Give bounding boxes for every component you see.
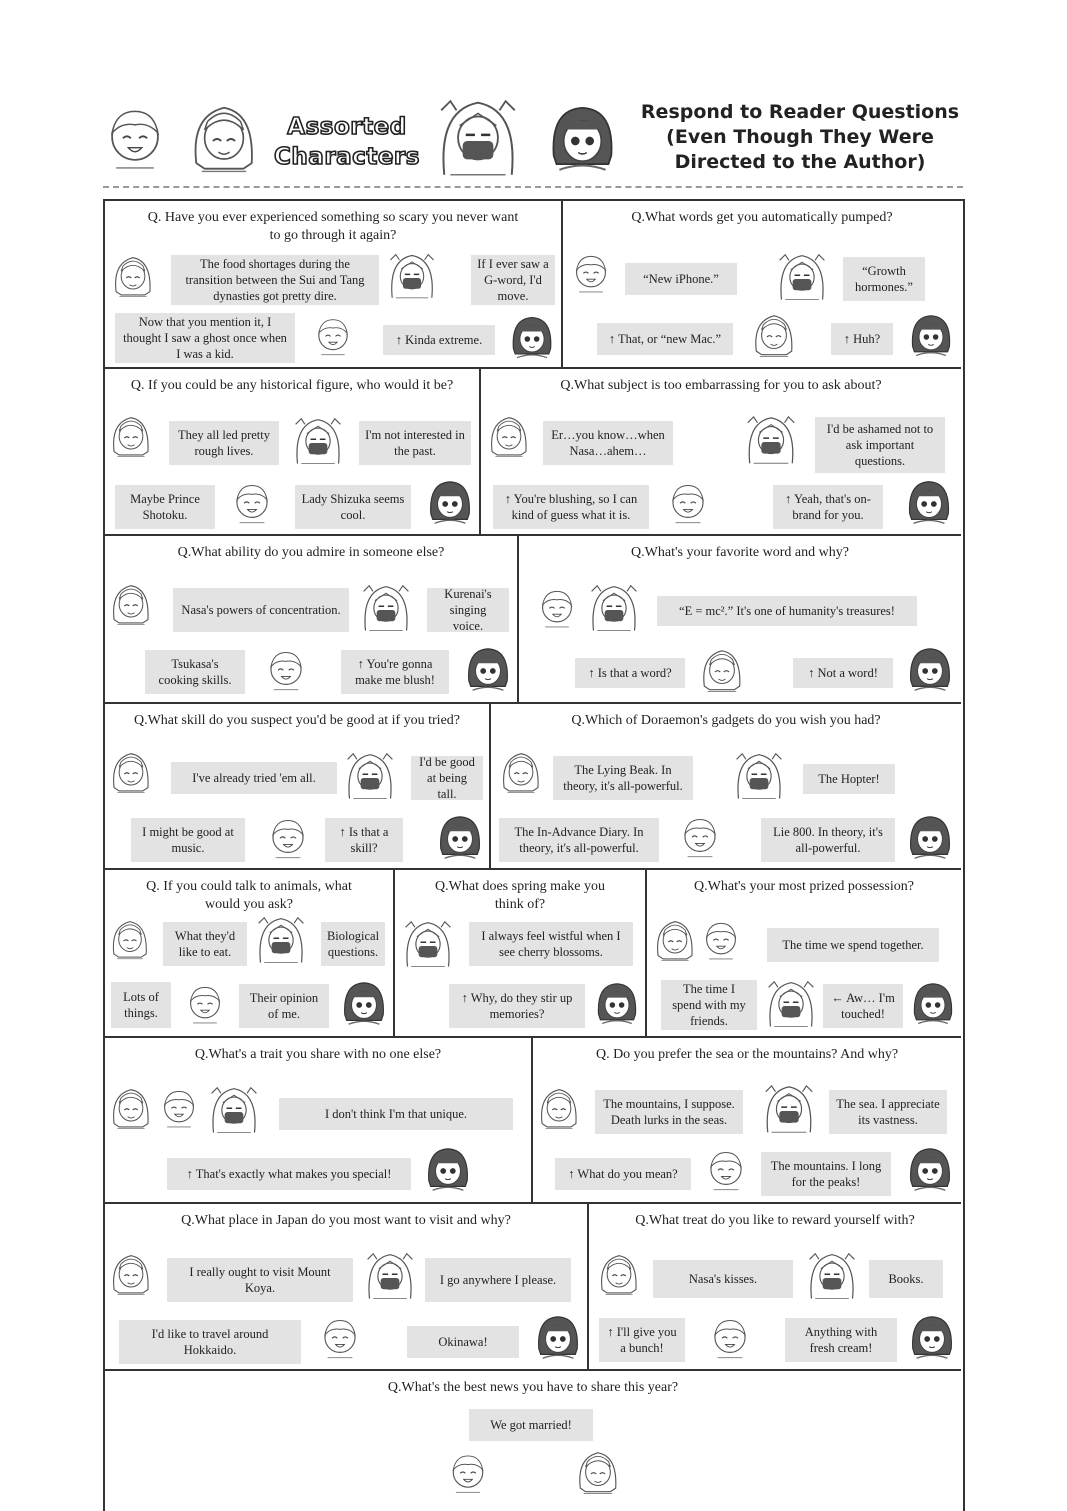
page-title bbox=[635, 100, 965, 175]
speech-bubble: ↑ I'll give you a bunch! bbox=[599, 1318, 685, 1362]
speech-bubble: Lie 800. In theory, it's all-powerful. bbox=[761, 818, 895, 862]
qa-panel-trait bbox=[105, 1038, 533, 1204]
question-text: Q.What place in Japan do you most want to visit and why? bbox=[181, 1213, 511, 1228]
character-aya-face bbox=[339, 976, 389, 1034]
character-kaname-face bbox=[677, 810, 723, 868]
speech-bubble: ↑ What do you mean? bbox=[555, 1158, 691, 1190]
character-tsukasa-face bbox=[743, 413, 799, 471]
question-text: Q.What's a trait you share with no one else? bbox=[194, 1047, 442, 1062]
speech-bubble: The time I spend with my friends. bbox=[661, 980, 757, 1030]
speech-bubble: ↑ Is that a skill? bbox=[325, 818, 403, 862]
speech-bubble: I'd be good at being tall. bbox=[411, 756, 483, 800]
character-nasa-face bbox=[109, 578, 153, 634]
speech-bubble: Anything with fresh cream! bbox=[785, 1318, 897, 1362]
character-kaname-face bbox=[229, 477, 275, 533]
question-text: Q.What ability do you admire in someone else? bbox=[177, 545, 445, 560]
speech-bubble: ↑ That's exactly what makes you special! bbox=[167, 1158, 411, 1190]
character-nasa-face bbox=[109, 411, 153, 465]
speech-bubble: I might be good at music. bbox=[131, 818, 245, 862]
character-aya-face bbox=[907, 309, 955, 365]
character-aya-portrait bbox=[545, 95, 620, 187]
character-aya-face bbox=[593, 976, 641, 1034]
qa-panel-ability bbox=[105, 536, 519, 704]
character-nasa-face bbox=[111, 251, 155, 305]
speech-bubble: ↑ Yeah, that's on-brand for you. bbox=[773, 485, 883, 529]
speech-bubble: I've already tried 'em all. bbox=[171, 762, 337, 794]
character-kaname-face bbox=[263, 644, 309, 700]
question-text: Q. If you could be any historical figure, who would it be? bbox=[130, 378, 454, 393]
character-kaname-face bbox=[311, 313, 355, 363]
speech-bubble: The In-Advance Diary. In theory, it's all-powerful. bbox=[499, 818, 659, 862]
speech-bubble: ↑ Why, do they stir up memories? bbox=[449, 984, 585, 1028]
qa-grid bbox=[103, 199, 965, 1511]
speech-bubble: The Hopter! bbox=[803, 764, 895, 794]
speech-bubble: Nasa's powers of concentration. bbox=[173, 588, 349, 632]
question-text: Q. Have you ever experienced something so scary you never want to go through it again? bbox=[147, 210, 519, 243]
character-kaname-face bbox=[703, 1144, 749, 1200]
character-tsukasa-face bbox=[255, 914, 307, 970]
question-text: Q.What skill do you suspect you'd be good at if you tried? bbox=[133, 713, 461, 728]
character-aya-face bbox=[909, 976, 957, 1034]
character-tsukasa-face bbox=[207, 1084, 261, 1140]
character-nasa-face bbox=[597, 1248, 641, 1304]
question-text: Q.What treat do you like to reward yourself with? bbox=[635, 1213, 915, 1228]
speech-bubble: Biological questions. bbox=[321, 922, 385, 966]
speech-bubble: The Lying Beak. In theory, it's all-powerful. bbox=[553, 756, 693, 800]
character-tsukasa-face bbox=[387, 251, 437, 305]
speech-bubble: The sea. I appreciate its vastness. bbox=[829, 1090, 947, 1134]
question-text: Q.What words get you automatically pumped? bbox=[631, 210, 893, 225]
speech-bubble: The food shortages during the transition between the Sui and Tang dynasties got pretty dire. bbox=[171, 255, 379, 305]
character-kaname-face bbox=[707, 1312, 753, 1368]
character-tsukasa-face bbox=[363, 1250, 417, 1306]
qa-panel-historical bbox=[105, 369, 481, 536]
character-kaname-face bbox=[699, 914, 743, 970]
character-aya-face bbox=[907, 1310, 957, 1368]
speech-bubble: I go anywhere I please. bbox=[425, 1258, 571, 1302]
speech-bubble: “Growth hormones.” bbox=[843, 257, 925, 301]
qa-panel-spring bbox=[395, 870, 647, 1038]
qa-panel-animals bbox=[105, 870, 395, 1038]
speech-bubble: I'd like to travel around Hokkaido. bbox=[119, 1320, 301, 1364]
character-aya-face bbox=[903, 475, 955, 533]
qa-panel-sea-mountains bbox=[533, 1038, 961, 1204]
character-aya-face bbox=[905, 1142, 955, 1200]
character-aya-face bbox=[905, 810, 955, 868]
speech-bubble: I don't think I'm that unique. bbox=[279, 1098, 513, 1130]
speech-bubble: If I ever saw a G-word, I'd move. bbox=[471, 255, 555, 305]
character-nasa-face bbox=[109, 914, 151, 968]
character-tsukasa-face bbox=[359, 582, 413, 638]
speech-bubble: The time we spend together. bbox=[767, 928, 939, 962]
speech-bubble: Books. bbox=[869, 1260, 943, 1298]
character-tsukasa-face bbox=[343, 750, 397, 806]
qa-panel-pumped bbox=[563, 201, 961, 369]
character-kaname-face bbox=[317, 1312, 363, 1368]
speech-bubble: “E = mc².” It's one of humanity's treasures! bbox=[657, 596, 917, 626]
character-aya-face bbox=[533, 1310, 583, 1368]
qa-panel-treat bbox=[589, 1204, 961, 1371]
character-nasa-face bbox=[699, 644, 745, 700]
speech-bubble: ↑ Kinda extreme. bbox=[383, 325, 495, 355]
qa-panel-doraemon bbox=[491, 704, 961, 870]
qa-panel-favorite-word bbox=[519, 536, 961, 704]
logo-line-2: Characters bbox=[274, 144, 420, 170]
character-nasa-portrait bbox=[188, 95, 260, 187]
character-aya-face bbox=[435, 810, 485, 868]
speech-bubble: They all led pretty rough lives. bbox=[169, 421, 279, 465]
header-divider bbox=[103, 186, 963, 188]
speech-bubble: Their opinion of me. bbox=[239, 984, 329, 1028]
speech-bubble: I'm not interested in the past. bbox=[359, 421, 471, 465]
qa-panel-scary bbox=[105, 201, 563, 369]
character-nasa-face bbox=[109, 746, 153, 802]
logo-line-1: Assorted bbox=[287, 114, 407, 140]
speech-bubble: ↑ Huh? bbox=[831, 323, 893, 355]
character-nasa-face bbox=[751, 309, 797, 365]
character-kaname-face bbox=[157, 1082, 201, 1138]
character-tsukasa-face bbox=[401, 918, 455, 974]
character-nasa-face bbox=[487, 411, 531, 465]
character-tsukasa-face bbox=[291, 415, 345, 471]
speech-bubble: Tsukasa's cooking skills. bbox=[145, 650, 245, 694]
speech-bubble: “New iPhone.” bbox=[625, 263, 737, 295]
character-kaname-face bbox=[183, 978, 227, 1034]
character-aya-face bbox=[463, 642, 513, 700]
speech-bubble: I really ought to visit Mount Koya. bbox=[167, 1258, 353, 1302]
speech-bubble: Lady Shizuka seems cool. bbox=[295, 485, 411, 529]
character-aya-face bbox=[507, 311, 557, 367]
character-nasa-face bbox=[109, 1082, 153, 1138]
title-line-3: Directed to the Author) bbox=[674, 151, 926, 173]
character-kaname-face bbox=[265, 812, 311, 868]
speech-bubble: Now that you mention it, I thought I saw a ghost once when I was a kid. bbox=[115, 313, 295, 363]
character-kaname-portrait bbox=[100, 95, 170, 187]
speech-bubble: ↑ You're blushing, so I can kind of guess what it is. bbox=[493, 485, 649, 529]
speech-bubble: ↑ That, or “new Mac.” bbox=[597, 323, 733, 355]
character-nasa-face bbox=[537, 1082, 581, 1138]
speech-bubble: ← Aw… I'm touched! bbox=[823, 984, 903, 1028]
speech-bubble: We got married! bbox=[469, 1409, 593, 1441]
character-tsukasa-face bbox=[731, 750, 787, 806]
qa-panel-japan-place bbox=[105, 1204, 589, 1371]
speech-bubble: Er…you know…when Nasa…ahem… bbox=[543, 421, 673, 465]
assorted-characters-logo bbox=[272, 112, 422, 172]
character-kaname-face bbox=[665, 477, 711, 533]
question-text: Q.What subject is too embarrassing for you to ask about? bbox=[560, 378, 882, 393]
character-tsukasa-portrait bbox=[438, 95, 518, 187]
character-aya-face bbox=[905, 642, 955, 700]
speech-bubble: ↑ You're gonna make me blush! bbox=[341, 650, 449, 694]
speech-bubble: ↑ Not a word! bbox=[793, 658, 893, 688]
character-kaname-face bbox=[445, 1449, 491, 1501]
character-aya-face bbox=[423, 1142, 473, 1200]
speech-bubble: Maybe Prince Shotoku. bbox=[115, 485, 215, 529]
speech-bubble: Lots of things. bbox=[111, 982, 171, 1028]
speech-bubble: The mountains, I suppose. Death lurks in the seas. bbox=[595, 1090, 743, 1134]
question-text: Q.What's the best news you have to share this year? bbox=[387, 1380, 679, 1395]
question-text: Q. If you could talk to animals, what would you ask? bbox=[146, 879, 352, 912]
character-aya-face bbox=[425, 475, 475, 533]
qa-panel-skill bbox=[105, 704, 491, 870]
speech-bubble: The mountains. I long for the peaks! bbox=[761, 1152, 891, 1196]
question-text: Q.What's your most prized possession? bbox=[694, 879, 914, 894]
character-nasa-face bbox=[653, 914, 697, 970]
title-line-1: Respond to Reader Questions bbox=[640, 101, 960, 123]
question-text: Q. Do you prefer the sea or the mountains? And why? bbox=[595, 1047, 899, 1062]
character-tsukasa-face bbox=[805, 1250, 859, 1306]
character-tsukasa-face bbox=[775, 251, 829, 307]
qa-panel-best-news bbox=[105, 1371, 961, 1511]
speech-bubble: I'd be ashamed not to ask important questions. bbox=[815, 417, 945, 473]
character-kaname-face bbox=[535, 582, 579, 638]
speech-bubble: I always feel wistful when I see cherry blossoms. bbox=[469, 922, 633, 966]
qa-panel-embarrassing bbox=[481, 369, 961, 536]
question-text: Q.What does spring make you think of? bbox=[435, 879, 605, 912]
question-text: Q.What's your favorite word and why? bbox=[631, 545, 849, 560]
speech-bubble: Kurenai's singing voice. bbox=[427, 588, 509, 632]
character-nasa-face bbox=[499, 746, 543, 802]
character-tsukasa-face bbox=[587, 582, 641, 638]
speech-bubble: ↑ Is that a word? bbox=[575, 658, 685, 688]
character-kaname-face bbox=[569, 247, 613, 303]
speech-bubble: Okinawa! bbox=[407, 1326, 519, 1358]
title-line-2: (Even Though They Were bbox=[666, 126, 934, 148]
character-nasa-face bbox=[109, 1248, 153, 1304]
character-nasa-face bbox=[575, 1447, 621, 1501]
question-text: Q.Which of Doraemon's gadgets do you wish you had? bbox=[571, 713, 881, 728]
speech-bubble: What they'd like to eat. bbox=[163, 922, 247, 966]
character-tsukasa-face bbox=[761, 1082, 817, 1140]
speech-bubble: Nasa's kisses. bbox=[653, 1260, 793, 1298]
character-tsukasa-face bbox=[765, 978, 817, 1034]
qa-panel-possession bbox=[647, 870, 961, 1038]
